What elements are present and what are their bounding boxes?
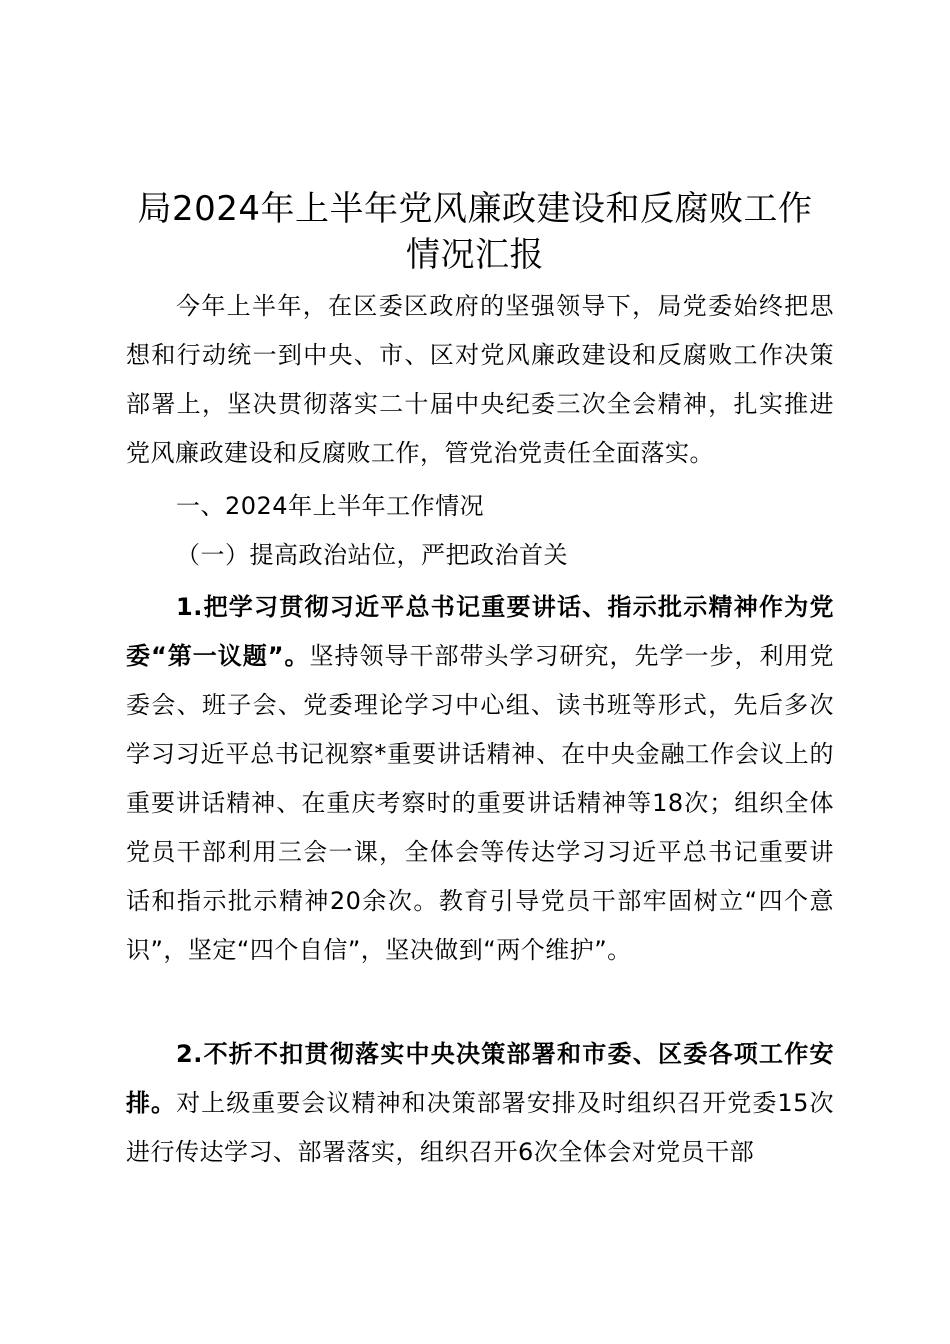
- subsection-heading: （一）提高政治站位，严把政治首关: [176, 541, 568, 569]
- document-title-line-2: 情况汇报: [406, 235, 544, 275]
- document-title-line-1: 局2024年上半年党风廉政建设和反腐败工作: [137, 189, 813, 229]
- section-heading: 一、2024年上半年工作情况: [176, 492, 485, 520]
- item-1-lead: 1.把学习贯彻习近平总书记重要讲话、指示批示精神作为党委“第一议题”。: [126, 593, 834, 670]
- item-2-body: 对上级重要会议精神和决策部署安排及时组织召开党委15次进行传达学习、部署落实，组织召开6次全体会对党员干部: [126, 1089, 834, 1166]
- intro-paragraph: 今年上半年，在区委区政府的坚强领导下，局党委始终把思想和行动统一到中央、市、区对党风廉政建设和反腐败工作决策部署上，坚决贯彻落实二十届中央纪委三次全会精神，扎实推进党风廉政建设和反腐败工作，管党治党责任全面落实。: [126, 292, 834, 467]
- item-1-body: 坚持领导干部带头学习研究，先学一步，利用党委会、班子会、党委理论学习中心组、读书班等形式，先后多次学习习近平总书记视察*重要讲话精神、在中央金融工作会议上的重要讲话精神、在重庆考察时的重要讲话精神等18次；组织全体党员干部利用三会一课，全体会等传达学习习近平总书记重要讲话和指示批示精神20余次。教育引导党员干部牢固树立“四个意识”，坚定“四个自信”，坚决做到“两个维护”。: [126, 642, 835, 964]
- item-2-lead: 2.不折不扣贯彻落实中央决策部署和市委、区委各项工作安排。: [126, 1040, 834, 1117]
- item-1-paragraph: [126, 583, 834, 975]
- item-2-paragraph: [126, 1030, 834, 1177]
